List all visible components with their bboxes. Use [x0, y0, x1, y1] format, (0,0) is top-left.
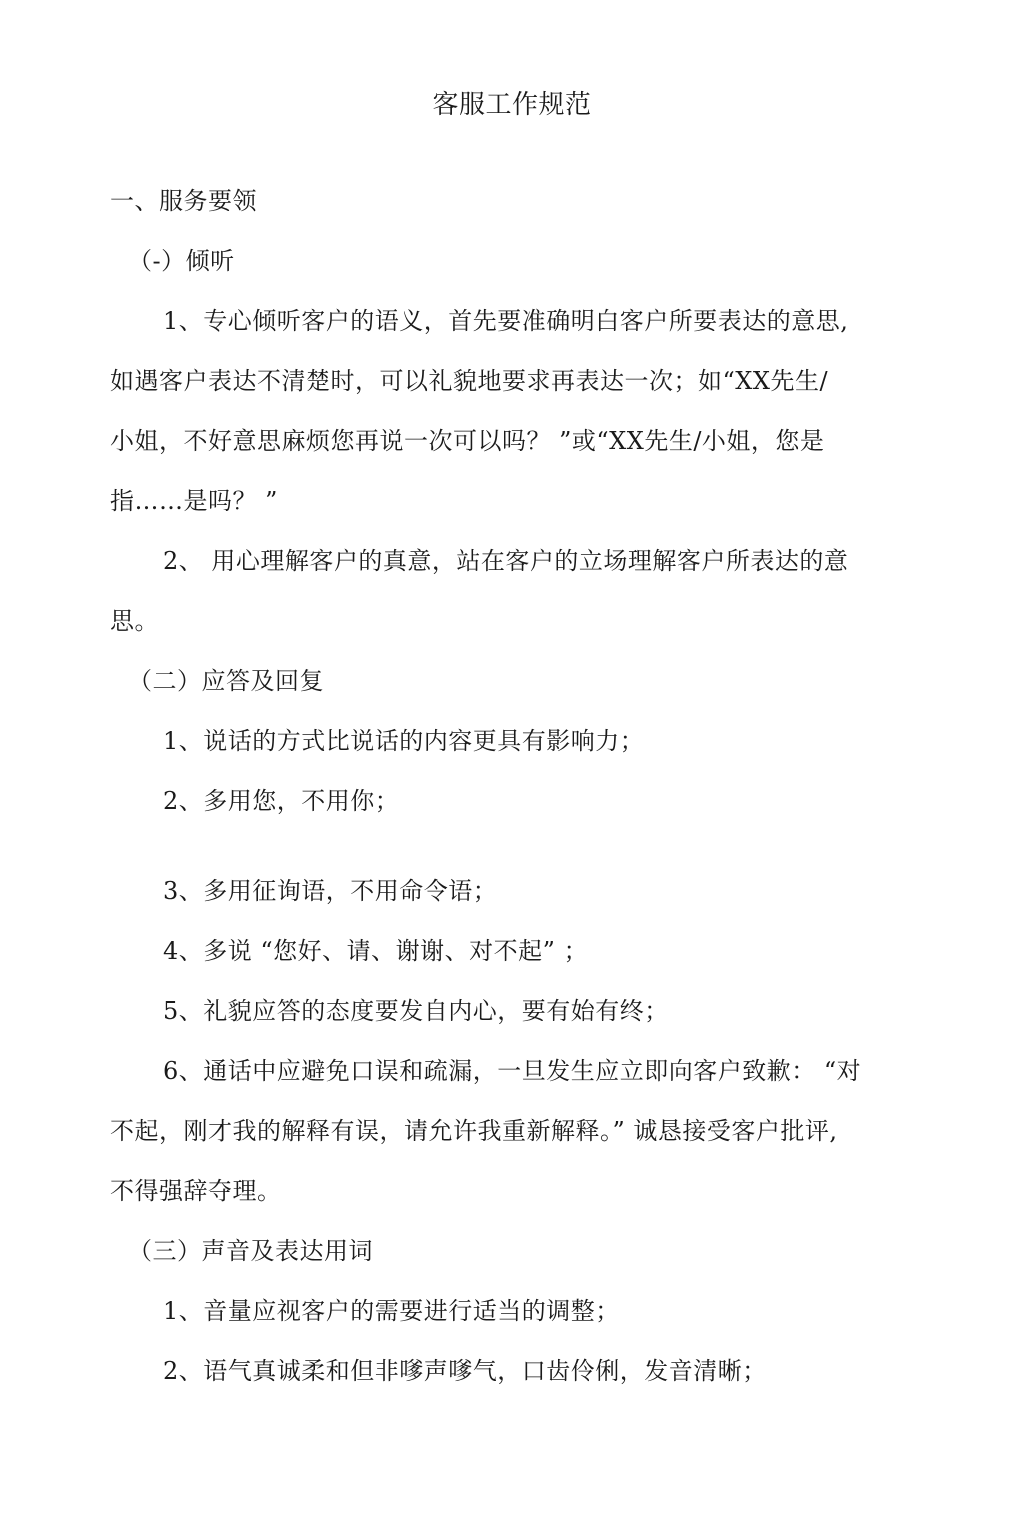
- listening-item2-line1: 2、 用心理解客户的真意，站在客户的立场理解客户所表达的意: [163, 547, 849, 575]
- response-item5: 5、礼貌应答的态度要发自内心，要有始有终；: [163, 997, 669, 1025]
- response-item3: 3、多用征询语，不用命令语；: [163, 877, 498, 905]
- listening-item2-line2: 思。: [110, 607, 159, 635]
- response-item1: 1、说话的方式比说话的内容更具有影响力；: [163, 727, 645, 755]
- voice-item2: 2、语气真诚柔和但非嗲声嗲气，口齿伶俐，发音清晰；: [163, 1357, 767, 1385]
- listening-item1-line3: 小姐，不好意思麻烦您再说一次可以吗？ ”或“XX先生/小姐，您是: [110, 427, 825, 455]
- listening-item1-line4: 指……是吗？ ”: [110, 487, 278, 515]
- listening-item1-line1: 1、专心倾听客户的语义，首先要准确明白客户所要表达的意思,: [163, 307, 849, 335]
- listening-item1-line2: 如遇客户表达不清楚时，可以礼貌地要求再表达一次；如“XX先生/: [110, 367, 829, 395]
- section-heading-service-essentials: 一、服务要领: [110, 187, 257, 215]
- subsection-heading-response: （二）应答及回复: [128, 667, 324, 695]
- voice-item1: 1、音量应视客户的需要进行适当的调整；: [163, 1297, 620, 1325]
- response-item2: 2、多用您，不用你；: [163, 787, 400, 815]
- response-item6-line2: 不起，刚才我的解释有误，请允许我重新解释。” 诚恳接受客户批评,: [110, 1117, 838, 1145]
- response-item6-line3: 不得强辞夺理。: [110, 1177, 282, 1205]
- subsection-heading-voice: （三）声音及表达用词: [128, 1237, 373, 1265]
- response-item6-line1: 6、通话中应避免口误和疏漏，一旦发生应立即向客户致歉： “对: [163, 1057, 862, 1085]
- document-title: 客服工作规范: [432, 90, 592, 120]
- subsection-heading-listening: （-）倾听: [128, 247, 235, 275]
- response-item4: 4、多说 “您好、请、谢谢、对不起” ；: [163, 937, 589, 965]
